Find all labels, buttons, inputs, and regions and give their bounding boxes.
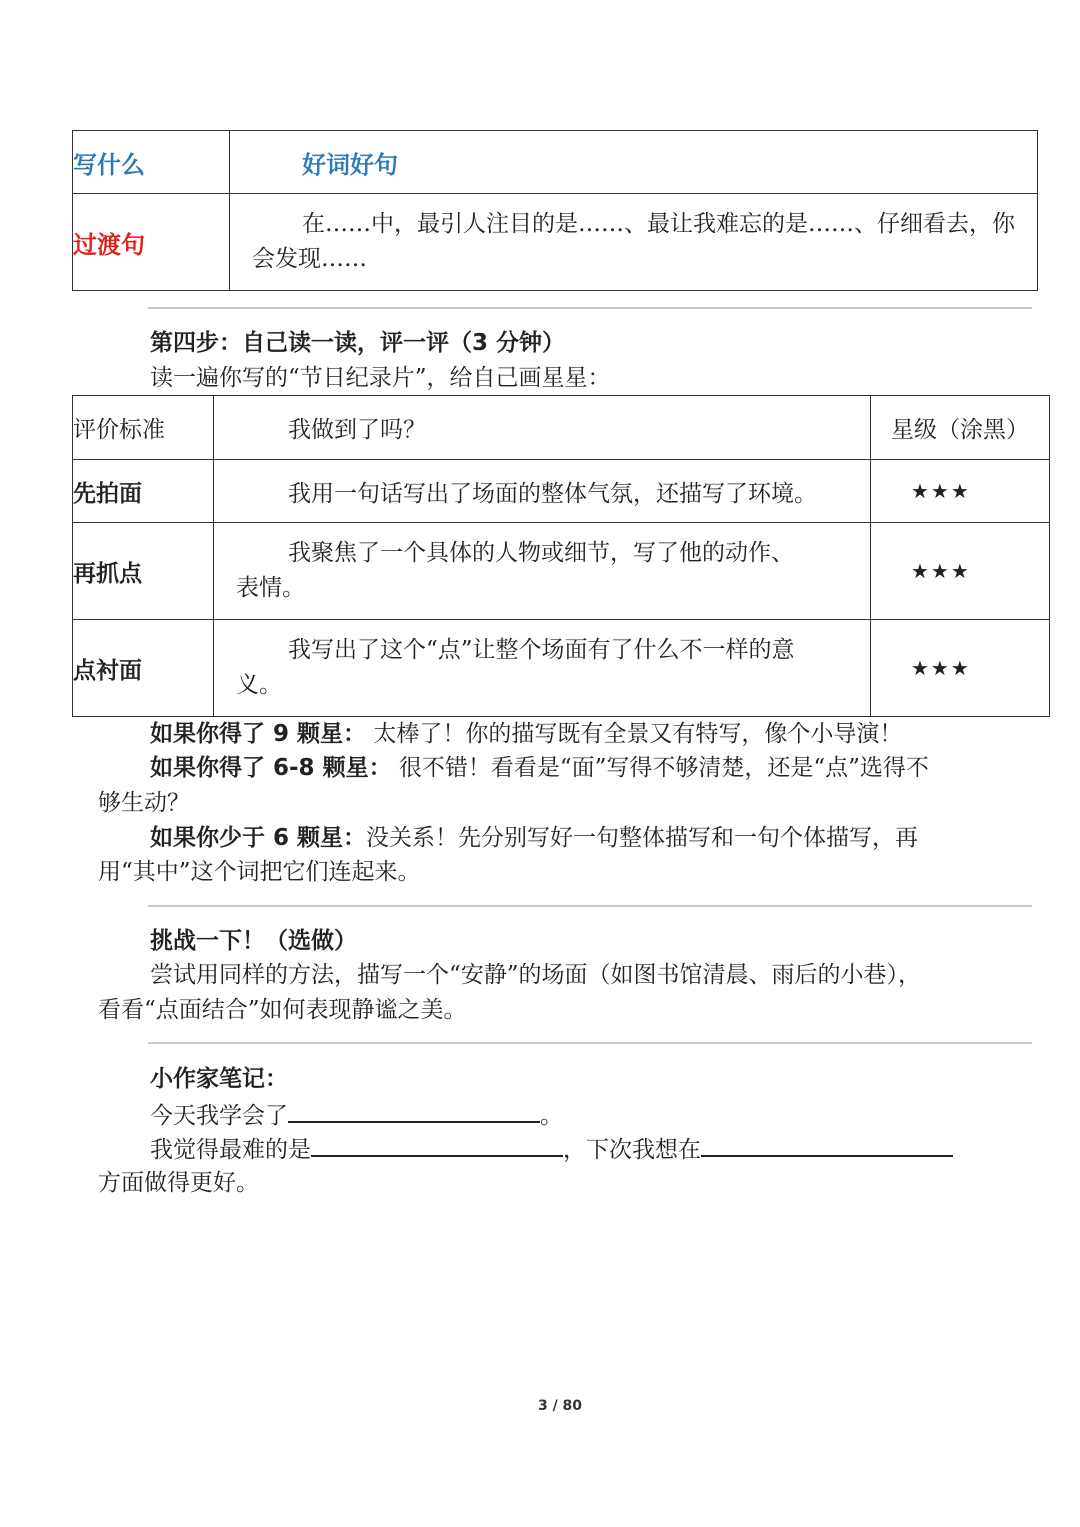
rating-stars[interactable]: ★★★ (871, 523, 1050, 620)
rating-stars[interactable]: ★★★ (871, 620, 1050, 717)
rating-desc: 我写出了这个“点”让整个场面有了什么不一样的意 义。 (214, 620, 871, 717)
row-label-transition: 过渡句 (73, 194, 230, 291)
header-stars: 星级（涂黑） (871, 396, 1050, 460)
rating-header-row (73, 396, 1050, 460)
rating-row (73, 523, 1050, 620)
transition-line-1: 在……中，最引人注目的是……、最让我难忘的是……、仔细看去，你 (302, 211, 1015, 237)
result-9: 如果你得了 9 颗星： 太棒了！你的描写既有全景又有特写，像个小导演！ (150, 721, 903, 747)
divider-2 (148, 905, 1032, 907)
step4-title: 第四步：自己读一读，评一评（3 分钟） (150, 330, 566, 356)
page-number: 3 / 80 (537, 1398, 583, 1414)
result-under-6-cont: 用“其中”这个词把它们连起来。 (98, 859, 421, 885)
notes-line-2: 我觉得最难的是 ，下次我想在 (150, 1131, 953, 1167)
rating-row (73, 620, 1050, 717)
rating-stars[interactable]: ★★★ (871, 460, 1050, 523)
result-6-8-cont: 够生动？ (98, 790, 190, 816)
hardest-blank[interactable] (311, 1131, 563, 1157)
divider-3 (148, 1042, 1032, 1044)
notes-title: 小作家笔记： (150, 1066, 288, 1092)
rating-table (72, 395, 1050, 717)
challenge-line-2: 看看“点面结合”如何表现静谧之美。 (98, 997, 467, 1023)
rating-label: 再抓点 (73, 523, 214, 620)
top-table (72, 130, 1038, 291)
divider-1 (148, 307, 1032, 309)
improve-blank[interactable] (701, 1131, 953, 1157)
result-under-6: 如果你少于 6 颗星：没关系！先分别写好一句整体描写和一句个体描写，再 (150, 825, 919, 851)
header-done: 我做到了吗？ (214, 396, 871, 460)
rating-row (73, 460, 1050, 523)
rating-desc: 我用一句话写出了场面的整体气氛，还描写了环境。 (214, 460, 871, 523)
row-content-transition (230, 194, 1038, 291)
challenge-line-1: 尝试用同样的方法，描写一个“安静”的场面（如图书馆清晨、雨后的小巷）， (150, 962, 922, 988)
notes-line-3: 方面做得更好。 (98, 1170, 259, 1196)
row-content-phrases: 好词好句 (230, 131, 1038, 194)
learned-blank[interactable] (288, 1097, 540, 1123)
challenge-title: 挑战一下！（选做） (150, 928, 357, 954)
row-label-what: 写什么 (73, 131, 230, 194)
rating-label: 先拍面 (73, 460, 214, 523)
header-criteria: 评价标准 (73, 396, 214, 460)
rating-label: 点衬面 (73, 620, 214, 717)
step4-intro: 读一遍你写的“节日纪录片”，给自己画星星： (150, 365, 611, 391)
rating-desc: 我聚焦了一个具体的人物或细节，写了他的动作、 表情。 (214, 523, 871, 620)
transition-line-2: 会发现…… (252, 246, 367, 272)
notes-line-1: 今天我学会了 。 (150, 1097, 563, 1133)
result-6-8: 如果你得了 6-8 颗星： 很不错！看看是“面”写得不够清楚，还是“点”选得不 (150, 755, 929, 781)
